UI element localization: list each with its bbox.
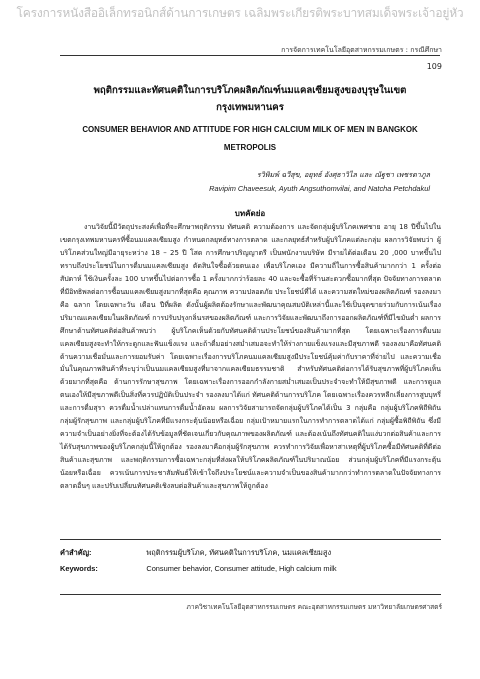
title-thai: พฤติกรรมและทัศนคติในการบริโภคผลิตภัณฑ์นมแคลเซียมสูงของบุรุษในเขตกรุงเทพมหานคร: [93, 85, 407, 113]
keywords-thai-row: [60, 547, 331, 559]
keywords-thai-value: พฤติกรรมผู้บริโภค, ทัศนคติในการบริโภค, นมแคลเซียมสูง: [146, 548, 332, 557]
footer-rule: [60, 594, 441, 595]
header-rule: [60, 55, 440, 56]
title-english: CONSUMER BEHAVIOR AND ATTITUDE FOR HIGH CALCIUM MILK OF MEN IN BANGKOK METROPOLIS: [82, 125, 418, 152]
keywords-thai-label: คำสำคัญ:: [60, 548, 92, 557]
keywords-english-row: [60, 564, 337, 573]
keywords-english-label: Keywords:: [60, 564, 98, 573]
journal-header: การจัดการเทคโนโลยีอุตสาหกรรมเกษตร : กรณีศึกษา: [281, 46, 442, 54]
keywords-english-value: Consumer behavior, Consumer attitude, High calcium milk: [146, 564, 337, 573]
authors-thai: รวิพิมพ์ ฉวีสุข, อยุทธ์ อังศุธาวิไล และ ณัฐชา เพชรดาภูล: [256, 170, 430, 179]
keywords-rule: [60, 539, 441, 540]
watermark-banner: โครงการหนังสืออิเล็กทรอนิกส์ด้านการเกษตร เฉลิมพระเกียรติพระบาทสมเด็จพระเจ้าอยู่หัว: [16, 6, 464, 20]
abstract-body: งานวิจัยนี้มีวัตถุประสงค์เพื่อที่จะศึกษาพฤติกรรม ทัศนคติ ความต้องการ และจัดกลุ่มผู้บริโภคเพศชาย อายุ 18 ปีขึ้นไปในเขตกรุงเทพมหานครที่ซื้อนมแคลเซียมสูง กำหนดกลยุทธ์ทางการตลาด และกลยุทธ์สำหรับผู้บริโภคแต่ละกลุ่ม ผลการวิจัยพบว่า ผู้บริโภคส่วนใหญ่มีอายุระหว่าง 18 – 25 ปี โสด การศึกษาปริญญาตรี เป็นพนักงานบริษัท มีรายได้ต่อเดือน 20 ,000 บาทขึ้นไป ทราบถึงประโยชน์ในการดื่มนมแคลเซียมสูง ตัดสินใจซื้อด้วยตนเอง เพื่อบริโภคเอง มีความถี่ในการซื้อสินค้ามากกว่า 1 ครั้งต่อสัปดาห์ ใช้เงินครั้งละ 100 บาทขึ้นไปต่อการซื้อ 1 ครั้งมากกว่าร้อยละ 40 และจะซื้อที่ร้านสะดวกซื้อมากที่สุด ปัจจัยทางการตลาดที่มีอิทธิพลต่อการซื้อนมแคลเซียมสูงมากที่สุดคือ คุณภาพ ความปลอดภัย ประโยชน์ที่ได้ และความสดใหม่ของผลิตภัณฑ์ รองลงมาคือ ฉลาก โดยเฉพาะวัน เดือน ปีที่ผลิต ดังนั้นผู้ผลิตต้องรักษาและพัฒนาคุณสมบัติเหล่านี้และใช้เป็นจุดขายร่วมกับการเน้นเรื่องปริมาณแคลเซียมในผลิตภัณฑ์ การปรับปรุงกลิ่นรสของผลิตภัณฑ์ และการวิจัยและพัฒนาถึงการออกผลิตภัณฑ์ที่มีไขมันต่ำ ผลการศึกษาด้านทัศนคติต่อสินค้าพบว่า ผู้บริโภคเห็นด้วยกับทัศนคติด้านประโยชน์ของสินค้ามากที่สุด โดยเฉพาะเรื่องการดื่มนมแคลเซียมสูงจะทำให้กระดูกและฟันแข็งแรง และถ้าดื่มอย่างสม่ำเสมอจะทำให้ร่างกายแข็งแรงและมีสุขภาพดี รองลงมาคือทัศนคติด้านความเชื่อมั่นและการยอมรับค่า โดยเฉพาะเรื่องการบริโภคนมแคลเซียมสูงมีประโยชน์คุ้มค่ากับราคาที่จ่ายไป และความเชื่อมั่นในคุณภาพสินค้าที่ระบุว่าเป็นนมแคลเซียมสูงที่มาจากแคลเซียมธรรมชาติ สำหรับทัศนคติต่อการได้รับสุขภาพที่ผู้บริโภคเห็นด้วยมากที่สุดคือ ด้านการรักษาสุขภาพ โดยเฉพาะเรื่องการออกกำลังกายสม่ำเสมอเป็นประจำจะทำให้มีสุขภาพดี และการดูแลตนเองให้มีสุขภาพดีเป็นสิ่งที่ควรปฏิบัติเป็นประจำ รองลงมาได้แก่ ทัศนคติด้านการบริโภค โดยเฉพาะเรื่องควรหลีกเลี่ยงการสูบบุหรี่และการดื่มสุรา ควรดื่มน้ำเปล่าแทนการดื่มน้ำอัดลม ผลการวิจัยสามารถจัดกลุ่มผู้บริโภคได้เป็น 3 กลุ่มคือ กลุ่มผู้บริโภคพิถีพิถัน กลุ่มผู้รักสุขภาพ และกลุ่มผู้บริโภคที่มีแรงกระตุ้นน้อยหรือเฉื่อย กลุ่มเป้าหมายแรกในการทำการตลาดได้แก่ กลุ่มผู้ซื้อพิถีพิถัน ซึ่งมีความจำเป็นอย่างยิ่งที่จะต้องได้รับข้อมูลที่ชัดเจนเกี่ยวกับคุณภาพของผลิตภัณฑ์ และต้องเน้นถึงทัศนคติในแง่บวกต่อสินค้าและการได้รับสุขภาพของผู้บริโภคกลุ่มนี้ให้ถูกต้อง รองลงมาคือกลุ่มผู้รักสุขภาพ ควรทำการวิจัยเพื่อหาสาเหตุที่ผู้บริโภคซื้อมีทัศนคติที่ดีต่อสินค้าและสุขภาพ และพฤติกรรมการซื้อเฉพาะกลุ่มที่ส่งผลให้บริโภคผลิตภัณฑ์ในปริมาณน้อย ส่วนกลุ่มผู้บริโภคที่มีแรงกระตุ้นน้อยหรือเฉื่อย ควรเน้นการประชาสัมพันธ์ให้เข้าใจถึงประโยชน์และความจำเป็นของสินค้ามากกว่าทำการตลาดในปัจจัยทางการตลาดอื่นๆ และปรับเปลี่ยนทัศนคติเชิงลบต่อสินค้าและสุขภาพให้ถูกต้อง: [60, 223, 441, 491]
authors-english: Ravipim Chaveesuk, Ayuth Angsuthomvilai, and Natcha Petchdakul: [209, 184, 430, 193]
page-number: 109: [426, 62, 442, 71]
abstract-heading: บทคัดย่อ: [234, 209, 266, 218]
footer-affiliation: ภาควิชาเทคโนโลยีอุตสาหกรรมเกษตร คณะอุตสาหกรรมเกษตร มหาวิทยาลัยเกษตรศาสตร์: [186, 603, 442, 611]
